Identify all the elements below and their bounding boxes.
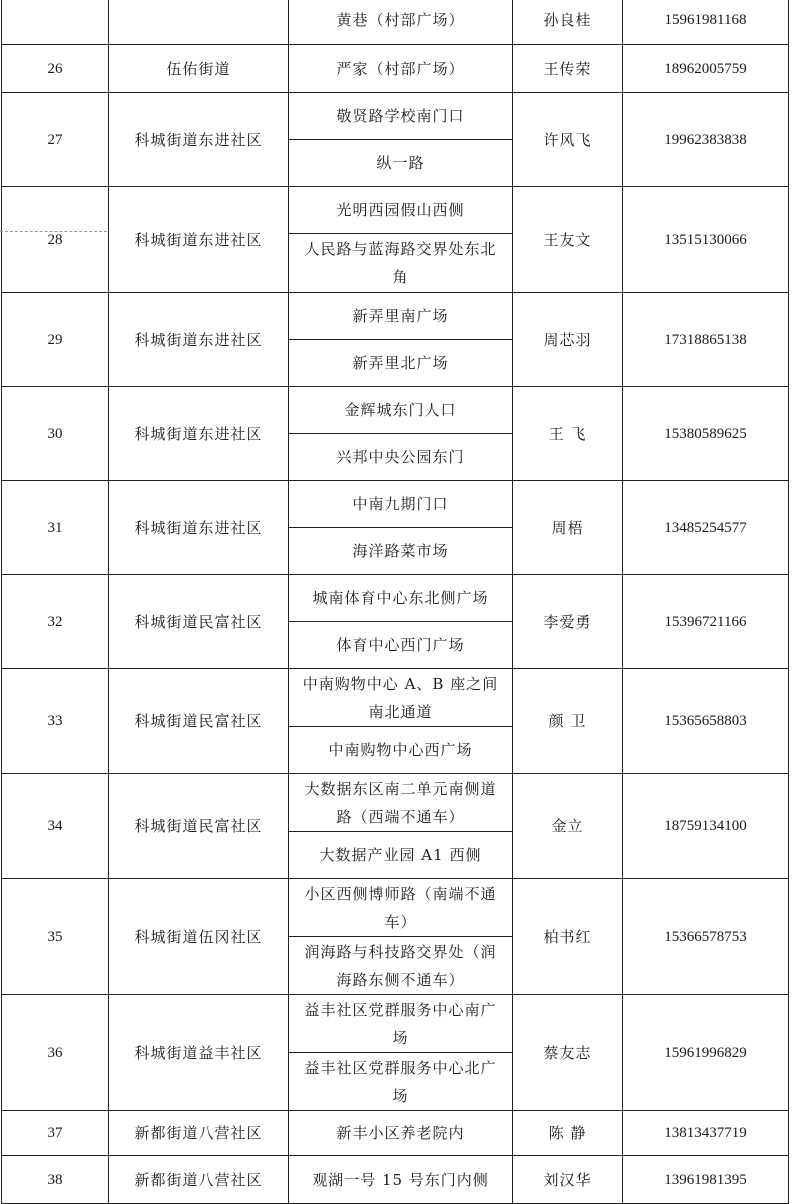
location: 新弄里北广场 bbox=[289, 340, 513, 387]
row-number: 32 bbox=[2, 575, 109, 669]
location: 海洋路菜市场 bbox=[289, 528, 513, 575]
location: 中南九期门口 bbox=[289, 481, 513, 528]
phone-number: 15380589625 bbox=[623, 387, 789, 481]
table-row bbox=[2, 1156, 789, 1204]
location: 纵一路 bbox=[289, 140, 513, 187]
table-row bbox=[2, 45, 789, 93]
contact-person: 颜 卫 bbox=[513, 669, 623, 774]
table-row bbox=[2, 575, 789, 622]
phone-number: 15961981168 bbox=[623, 0, 789, 45]
contact-person: 许风飞 bbox=[513, 93, 623, 187]
row-number: 31 bbox=[2, 481, 109, 575]
phone-number: 13515130066 bbox=[623, 187, 789, 293]
location: 新弄里南广场 bbox=[289, 293, 513, 340]
location: 黄巷（村部广场） bbox=[289, 0, 513, 45]
row-number bbox=[2, 0, 109, 45]
contact-person: 蔡友志 bbox=[513, 995, 623, 1111]
phone-number: 18759134100 bbox=[623, 774, 789, 879]
location: 体育中心西门广场 bbox=[289, 622, 513, 669]
contact-person: 刘汉华 bbox=[513, 1156, 623, 1204]
street-name: 伍佑街道 bbox=[109, 45, 289, 93]
street-name: 科城街道东进社区 bbox=[109, 187, 289, 293]
table-row bbox=[2, 93, 789, 140]
location: 观湖一号 15 号东门内侧 bbox=[289, 1156, 513, 1204]
row-number: 38 bbox=[2, 1156, 109, 1204]
contact-person: 王友文 bbox=[513, 187, 623, 293]
street-name: 科城街道民富社区 bbox=[109, 774, 289, 879]
street-name: 科城街道益丰社区 bbox=[109, 995, 289, 1111]
location: 大数据东区南二单元南侧道路（西端不通车） bbox=[289, 774, 513, 832]
row-number: 29 bbox=[2, 293, 109, 387]
location: 城南体育中心东北侧广场 bbox=[289, 575, 513, 622]
location: 润海路与科技路交界处（润海路东侧不通车） bbox=[289, 937, 513, 995]
row-number: 36 bbox=[2, 995, 109, 1111]
location: 小区西侧博师路（南端不通车） bbox=[289, 879, 513, 937]
contact-person: 周梧 bbox=[513, 481, 623, 575]
street-name: 科城街道民富社区 bbox=[109, 669, 289, 774]
phone-number: 13813437719 bbox=[623, 1111, 789, 1156]
table-row bbox=[2, 481, 789, 528]
table-row bbox=[2, 387, 789, 434]
contact-person: 孙良桂 bbox=[513, 0, 623, 45]
contact-person: 陈 静 bbox=[513, 1111, 623, 1156]
contact-person: 王传荣 bbox=[513, 45, 623, 93]
street-name bbox=[109, 0, 289, 45]
phone-number: 15396721166 bbox=[623, 575, 789, 669]
contact-person: 王 飞 bbox=[513, 387, 623, 481]
location: 光明西园假山西侧 bbox=[289, 187, 513, 234]
location: 敬贤路学校南门口 bbox=[289, 93, 513, 140]
contact-person: 金立 bbox=[513, 774, 623, 879]
table-row bbox=[2, 0, 789, 45]
phone-number: 15961996829 bbox=[623, 995, 789, 1111]
phone-number: 18962005759 bbox=[623, 45, 789, 93]
table-body bbox=[2, 0, 789, 1204]
contact-person: 李爱勇 bbox=[513, 575, 623, 669]
table-row bbox=[2, 1111, 789, 1156]
table-row bbox=[2, 774, 789, 832]
location: 中南购物中心 A、B 座之间南北通道 bbox=[289, 669, 513, 727]
phone-number: 15365658803 bbox=[623, 669, 789, 774]
row-number: 27 bbox=[2, 93, 109, 187]
phone-number: 15366578753 bbox=[623, 879, 789, 995]
street-name: 新都街道八营社区 bbox=[109, 1156, 289, 1204]
phone-number: 13485254577 bbox=[623, 481, 789, 575]
street-name: 科城街道东进社区 bbox=[109, 293, 289, 387]
row-number: 37 bbox=[2, 1111, 109, 1156]
street-name: 科城街道民富社区 bbox=[109, 575, 289, 669]
row-number: 30 bbox=[2, 387, 109, 481]
location: 兴邦中央公园东门 bbox=[289, 434, 513, 481]
row-number: 28 bbox=[2, 187, 109, 293]
dashed-divider bbox=[0, 231, 107, 232]
table-row bbox=[2, 995, 789, 1053]
location: 金辉城东门人口 bbox=[289, 387, 513, 434]
location: 中南购物中心西广场 bbox=[289, 727, 513, 774]
table-row bbox=[2, 293, 789, 340]
street-name: 科城街道东进社区 bbox=[109, 93, 289, 187]
phone-number: 13961981395 bbox=[623, 1156, 789, 1204]
row-number: 26 bbox=[2, 45, 109, 93]
location: 新丰小区养老院内 bbox=[289, 1111, 513, 1156]
row-number: 35 bbox=[2, 879, 109, 995]
table-row bbox=[2, 187, 789, 234]
distribution-table bbox=[1, 0, 789, 1204]
table-row bbox=[2, 669, 789, 727]
location: 严家（村部广场） bbox=[289, 45, 513, 93]
location: 益丰社区党群服务中心北广场 bbox=[289, 1053, 513, 1111]
row-number: 34 bbox=[2, 774, 109, 879]
location: 大数据产业园 A1 西侧 bbox=[289, 832, 513, 879]
contact-person: 柏书红 bbox=[513, 879, 623, 995]
table-row bbox=[2, 879, 789, 937]
row-number: 33 bbox=[2, 669, 109, 774]
street-name: 新都街道八营社区 bbox=[109, 1111, 289, 1156]
street-name: 科城街道东进社区 bbox=[109, 481, 289, 575]
street-name: 科城街道东进社区 bbox=[109, 387, 289, 481]
location: 人民路与蓝海路交界处东北角 bbox=[289, 234, 513, 293]
contact-person: 周芯羽 bbox=[513, 293, 623, 387]
location: 益丰社区党群服务中心南广场 bbox=[289, 995, 513, 1053]
phone-number: 19962383838 bbox=[623, 93, 789, 187]
phone-number: 17318865138 bbox=[623, 293, 789, 387]
street-name: 科城街道伍冈社区 bbox=[109, 879, 289, 995]
